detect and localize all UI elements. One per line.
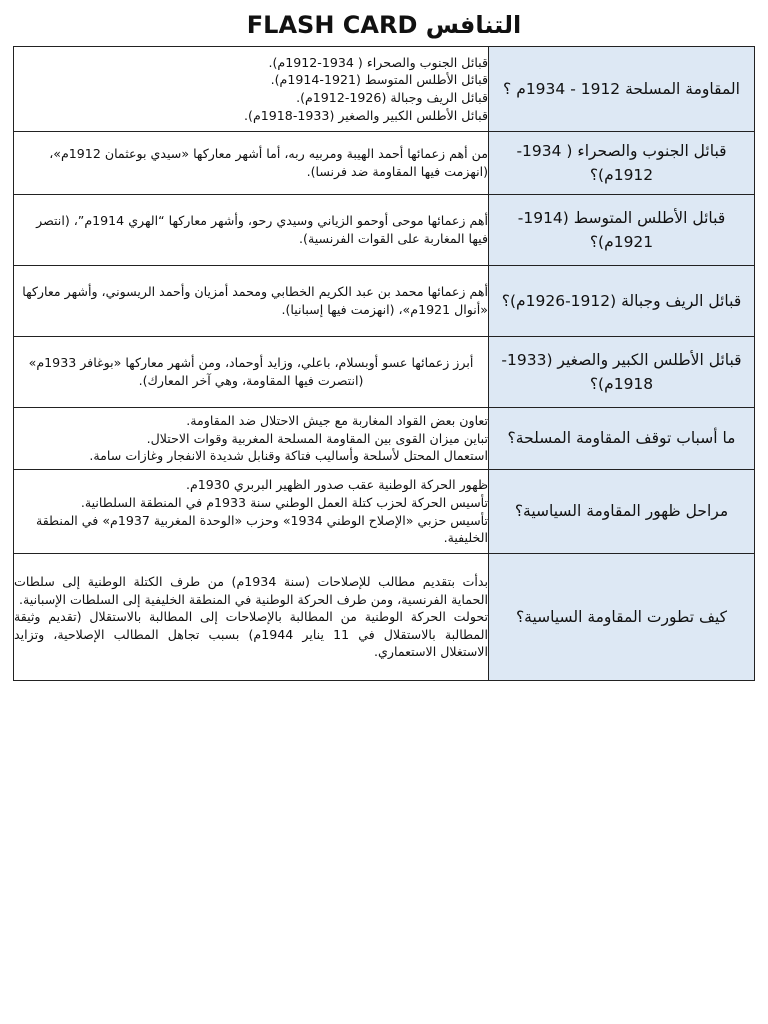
answer-cell bbox=[14, 337, 489, 408]
table-row bbox=[14, 470, 755, 554]
question-cell bbox=[489, 554, 755, 681]
answer-cell bbox=[14, 266, 489, 337]
answer-line: أهم زعمائها محمد بن عبد الكريم الخطابي ومحمد أمزيان وأحمد الريسوني، وأشهر معاركها «أنوال 1921م»، (انهزمت فيها إسبانيا). bbox=[22, 284, 488, 317]
question-text: قبائل الأطلس المتوسط (1914-1921م)؟ bbox=[517, 208, 726, 251]
table-row bbox=[14, 266, 755, 337]
answer-line: أهم زعمائها موحى أوحمو الزياني وسيدي رحو، وأشهر معاركها “الهري 1914م”، (انتصر فيها المغاربة على القوات الفرنسية). bbox=[36, 213, 488, 246]
answer-line: تعاون بعض القواد المغاربة مع جيش الاحتلال ضد المقاومة. bbox=[186, 413, 488, 429]
answer-cell bbox=[14, 195, 489, 266]
question-cell bbox=[489, 470, 755, 554]
table-row bbox=[14, 132, 755, 195]
question-cell bbox=[489, 266, 755, 337]
question-cell bbox=[489, 195, 755, 266]
question-text: قبائل الريف وجبالة (1912-1926م)؟ bbox=[501, 291, 742, 310]
question-text: المقاومة المسلحة 1912 - 1934م ؟ bbox=[503, 79, 740, 98]
question-text: ما أسباب توقف المقاومة المسلحة؟ bbox=[507, 429, 736, 448]
question-cell bbox=[489, 337, 755, 408]
question-cell bbox=[489, 47, 755, 132]
table-row bbox=[14, 408, 755, 470]
answer-line: قبائل الأطلس الكبير والصغير (1933-1918م). bbox=[244, 107, 488, 123]
answer-line: ظهور الحركة الوطنية عقب صدور الظهير البربري 1930م. bbox=[185, 477, 488, 493]
table-row bbox=[14, 337, 755, 408]
answer-line: تأسيس حزبي «الإصلاح الوطني 1934» وحزب «الوحدة المغربية 1937م» في المنطقة الخليفية. bbox=[35, 512, 488, 546]
answer-cell bbox=[14, 408, 489, 470]
question-text: قبائل الجنوب والصحراء ( 1934-1912م)؟ bbox=[516, 141, 727, 184]
flash-card-table bbox=[13, 46, 755, 681]
answer-line: بدأت بتقديم مطالب للإصلاحات (سنة 1934م) من طرف الكتلة الوطنية إلى سلطات الحماية الفرنسية، ومن طرف الحركة الوطنية في المنطقة الخليفية إلى السلطات الإسبانية. bbox=[14, 573, 488, 607]
question-text: مراحل ظهور المقاومة السياسية؟ bbox=[514, 502, 729, 521]
answer-line: تباين ميزان القوى بين المقاومة المسلحة المغربية وقوات الاحتلال. bbox=[146, 430, 488, 446]
answer-cell bbox=[14, 470, 489, 554]
question-cell bbox=[489, 408, 755, 470]
table-row bbox=[14, 47, 755, 132]
page-title: FLASH CARD التنافس bbox=[246, 11, 522, 39]
answer-line: استعمال المحتل لأسلحة وأساليب فتاكة وقنابل شديدة الانفجار وغازات سامة. bbox=[89, 448, 488, 464]
answer-line: قبائل الأطلس المتوسط (1921-1914م). bbox=[270, 72, 488, 88]
answer-cell bbox=[14, 47, 489, 132]
question-text: كيف تطورت المقاومة السياسية؟ bbox=[515, 607, 728, 626]
answer-line: قبائل الريف وجبالة (1926-1912م). bbox=[296, 90, 488, 105]
answer-line: من أهم زعمائها أحمد الهيبة ومربيه ربه، أما أشهر معاركها «سيدي بوعثمان 1912م»، (انهزمت فيها المقاومة ضد فرنسا). bbox=[49, 146, 488, 179]
answer-line: تحولت الحركة الوطنية من المطالبة بالإصلاحات إلى المطالبة بالاستقلال (تقديم وثيقة المطالبة بالاستقلال في 11 يناير 1944م) بسبب تجاهل المطالب الإصلاحية، وتزايد الاستغلال الاستعماري. bbox=[14, 609, 488, 660]
answer-cell bbox=[14, 132, 489, 195]
answer-line: تأسيس الحركة لحزب كتلة العمل الوطني سنة 1933م في المنطقة السلطانية. bbox=[80, 494, 488, 510]
answer-line: أبرز زعمائها عسو أوبسلام، باعلي، وزايد أوحماد، ومن أشهر معاركها «بوغافر 1933م» (انتصرت فيها المقاومة، وهي آخر المعارك). bbox=[28, 355, 474, 388]
question-text: قبائل الأطلس الكبير والصغير (1933-1918م)؟ bbox=[501, 350, 742, 393]
table-row bbox=[14, 195, 755, 266]
question-cell bbox=[489, 132, 755, 195]
answer-line: قبائل الجنوب والصحراء ( 1934-1912م). bbox=[268, 54, 488, 70]
table-row bbox=[14, 554, 755, 681]
answer-cell bbox=[14, 554, 489, 681]
